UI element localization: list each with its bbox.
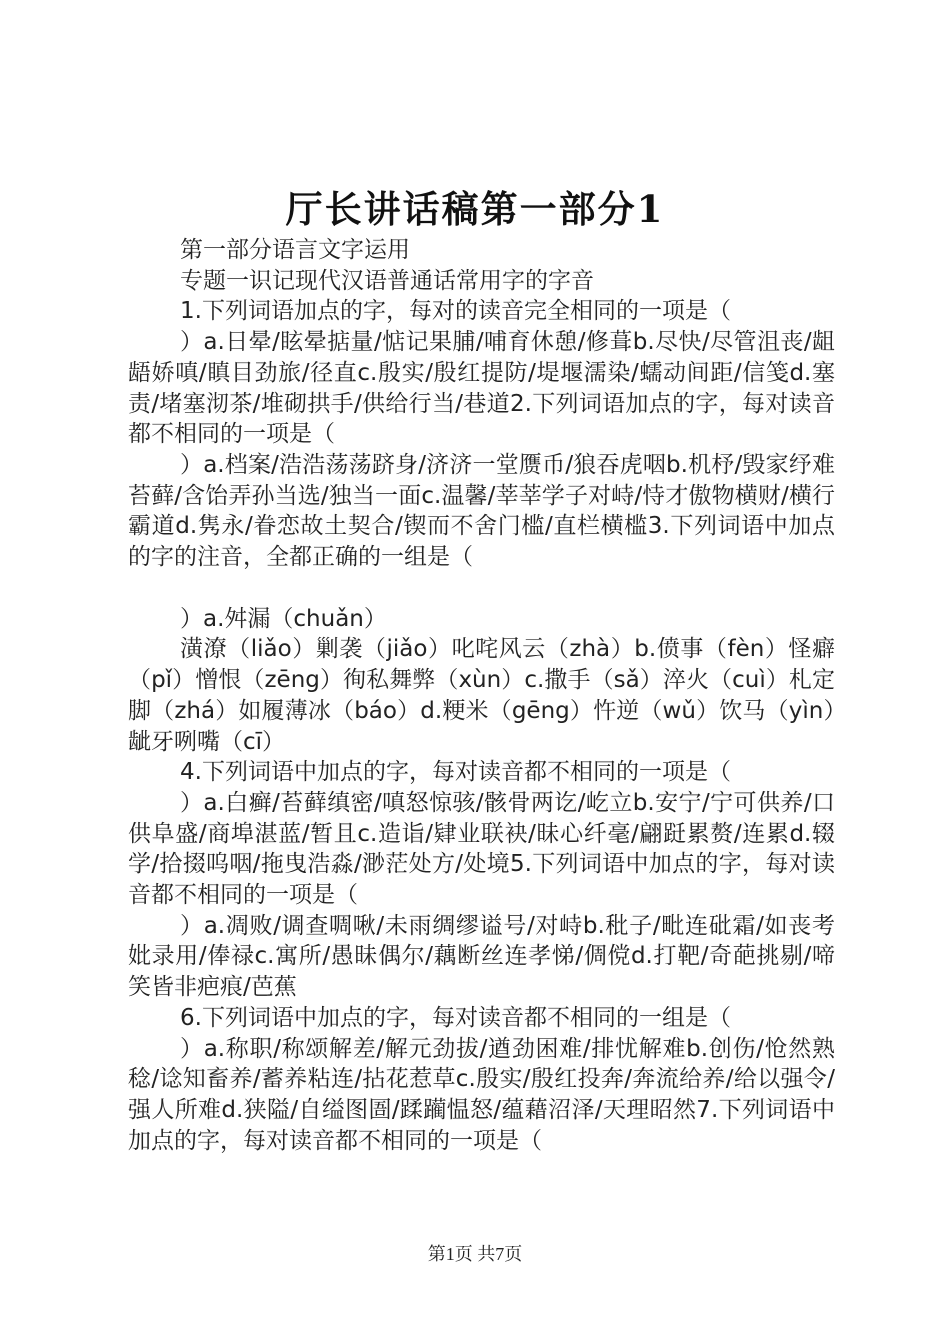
paragraph-question-3-option-a: ）a.舛漏（chuǎn） (180, 605, 387, 632)
paragraph-question-6: 6.下列词语中加点的字，每对读音都不相同的一组是（ (180, 1004, 731, 1031)
paragraph-question-3-options: 潢潦（liǎo）剿袭（jiǎo）叱咤风云（zhà）b.偾事（fèn）怪癖（pǐ）憎恨（zēng）徇私舞弊（xùn）c.撒手（sǎ）淬火（cuì）札定脚（zhá）如履薄冰（báo）d.粳米（gēng）忤逆（wǔ）饮马（yìn）龇牙咧嘴（cī） (128, 636, 835, 755)
document-title: 厅长讲话稿第一部分1 (285, 187, 665, 231)
paragraph-question-1-options: ）a.日晕/眩晕掂量/惦记果脯/哺育休憩/修葺b.尽快/尽管沮丧/龃龉娇嗔/瞋目劲旅/径直c.殷实/殷红提防/堤堰濡染/蠕动间距/信笺d.塞责/堵塞沏茶/堆砌拱手/供给行当/巷道2.下列词语加点的字，每对读音都不相同的一项是（ (128, 329, 835, 448)
paragraph-question-6-options: ）a.称职/称颂解差/解元劲拔/遒劲困难/排忧解难b.创伤/怆然熟稔/谂知畜养/蓄养粘连/拈花惹草c.殷实/殷红投奔/奔流给养/给以强令/强人所难d.狭隘/自缢图圄/蹂躏愠怒/蕴藉沼泽/天理昭然7.下列词语中加点的字，每对读音都不相同的一项是（ (128, 1035, 835, 1154)
paragraph-question-4-options: ）a.白癣/苔藓缜密/嗔怒惊骇/骸骨两讫/屹立b.安宁/宁可供养/口供阜盛/商埠湛蓝/暂且c.造诣/肄业联袂/昧心纤毫/翩跹累赘/连累d.辍学/拾掇呜咽/拖曳浩淼/渺茫处方/处境5.下列词语中加点的字，每对读音都不相同的一项是（ (128, 789, 835, 909)
paragraph-section-heading: 第一部分语言文字运用 (180, 237, 410, 263)
paragraph-question-1: 1.下列词语加点的字，每对的读音完全相同的一项是（ (180, 298, 731, 325)
page-footer: 第1页 共7页 (427, 1244, 523, 1264)
paragraph-question-5-options: ）a.凋败/调查啁啾/未雨绸缪谥号/对峙b.秕子/毗连砒霜/如丧考妣录用/俸禄c.寓所/愚昧偶尔/藕断丝连孝悌/倜傥d.打靶/奇葩挑剔/啼笑皆非疤痕/芭蕉 (128, 912, 835, 1001)
paragraph-question-2-options: ）a.档案/浩浩荡荡跻身/济济一堂赝币/狼吞虎咽b.机杼/毁家纾难苔藓/含饴弄孙当选/独当一面c.温馨/莘莘学子对峙/恃才傲物横财/横行霸道d.隽永/眷恋故土契合/锲而不舍门槛/直栏横槛3.下列词语中加点的字的注音，全都正确的一组是（ (128, 451, 835, 571)
document-body (128, 235, 835, 1156)
paragraph-question-4: 4.下列词语中加点的字，每对读音都不相同的一项是（ (180, 759, 731, 786)
paragraph-topic-heading: 专题一识记现代汉语普通话常用字的字音 (180, 267, 594, 294)
